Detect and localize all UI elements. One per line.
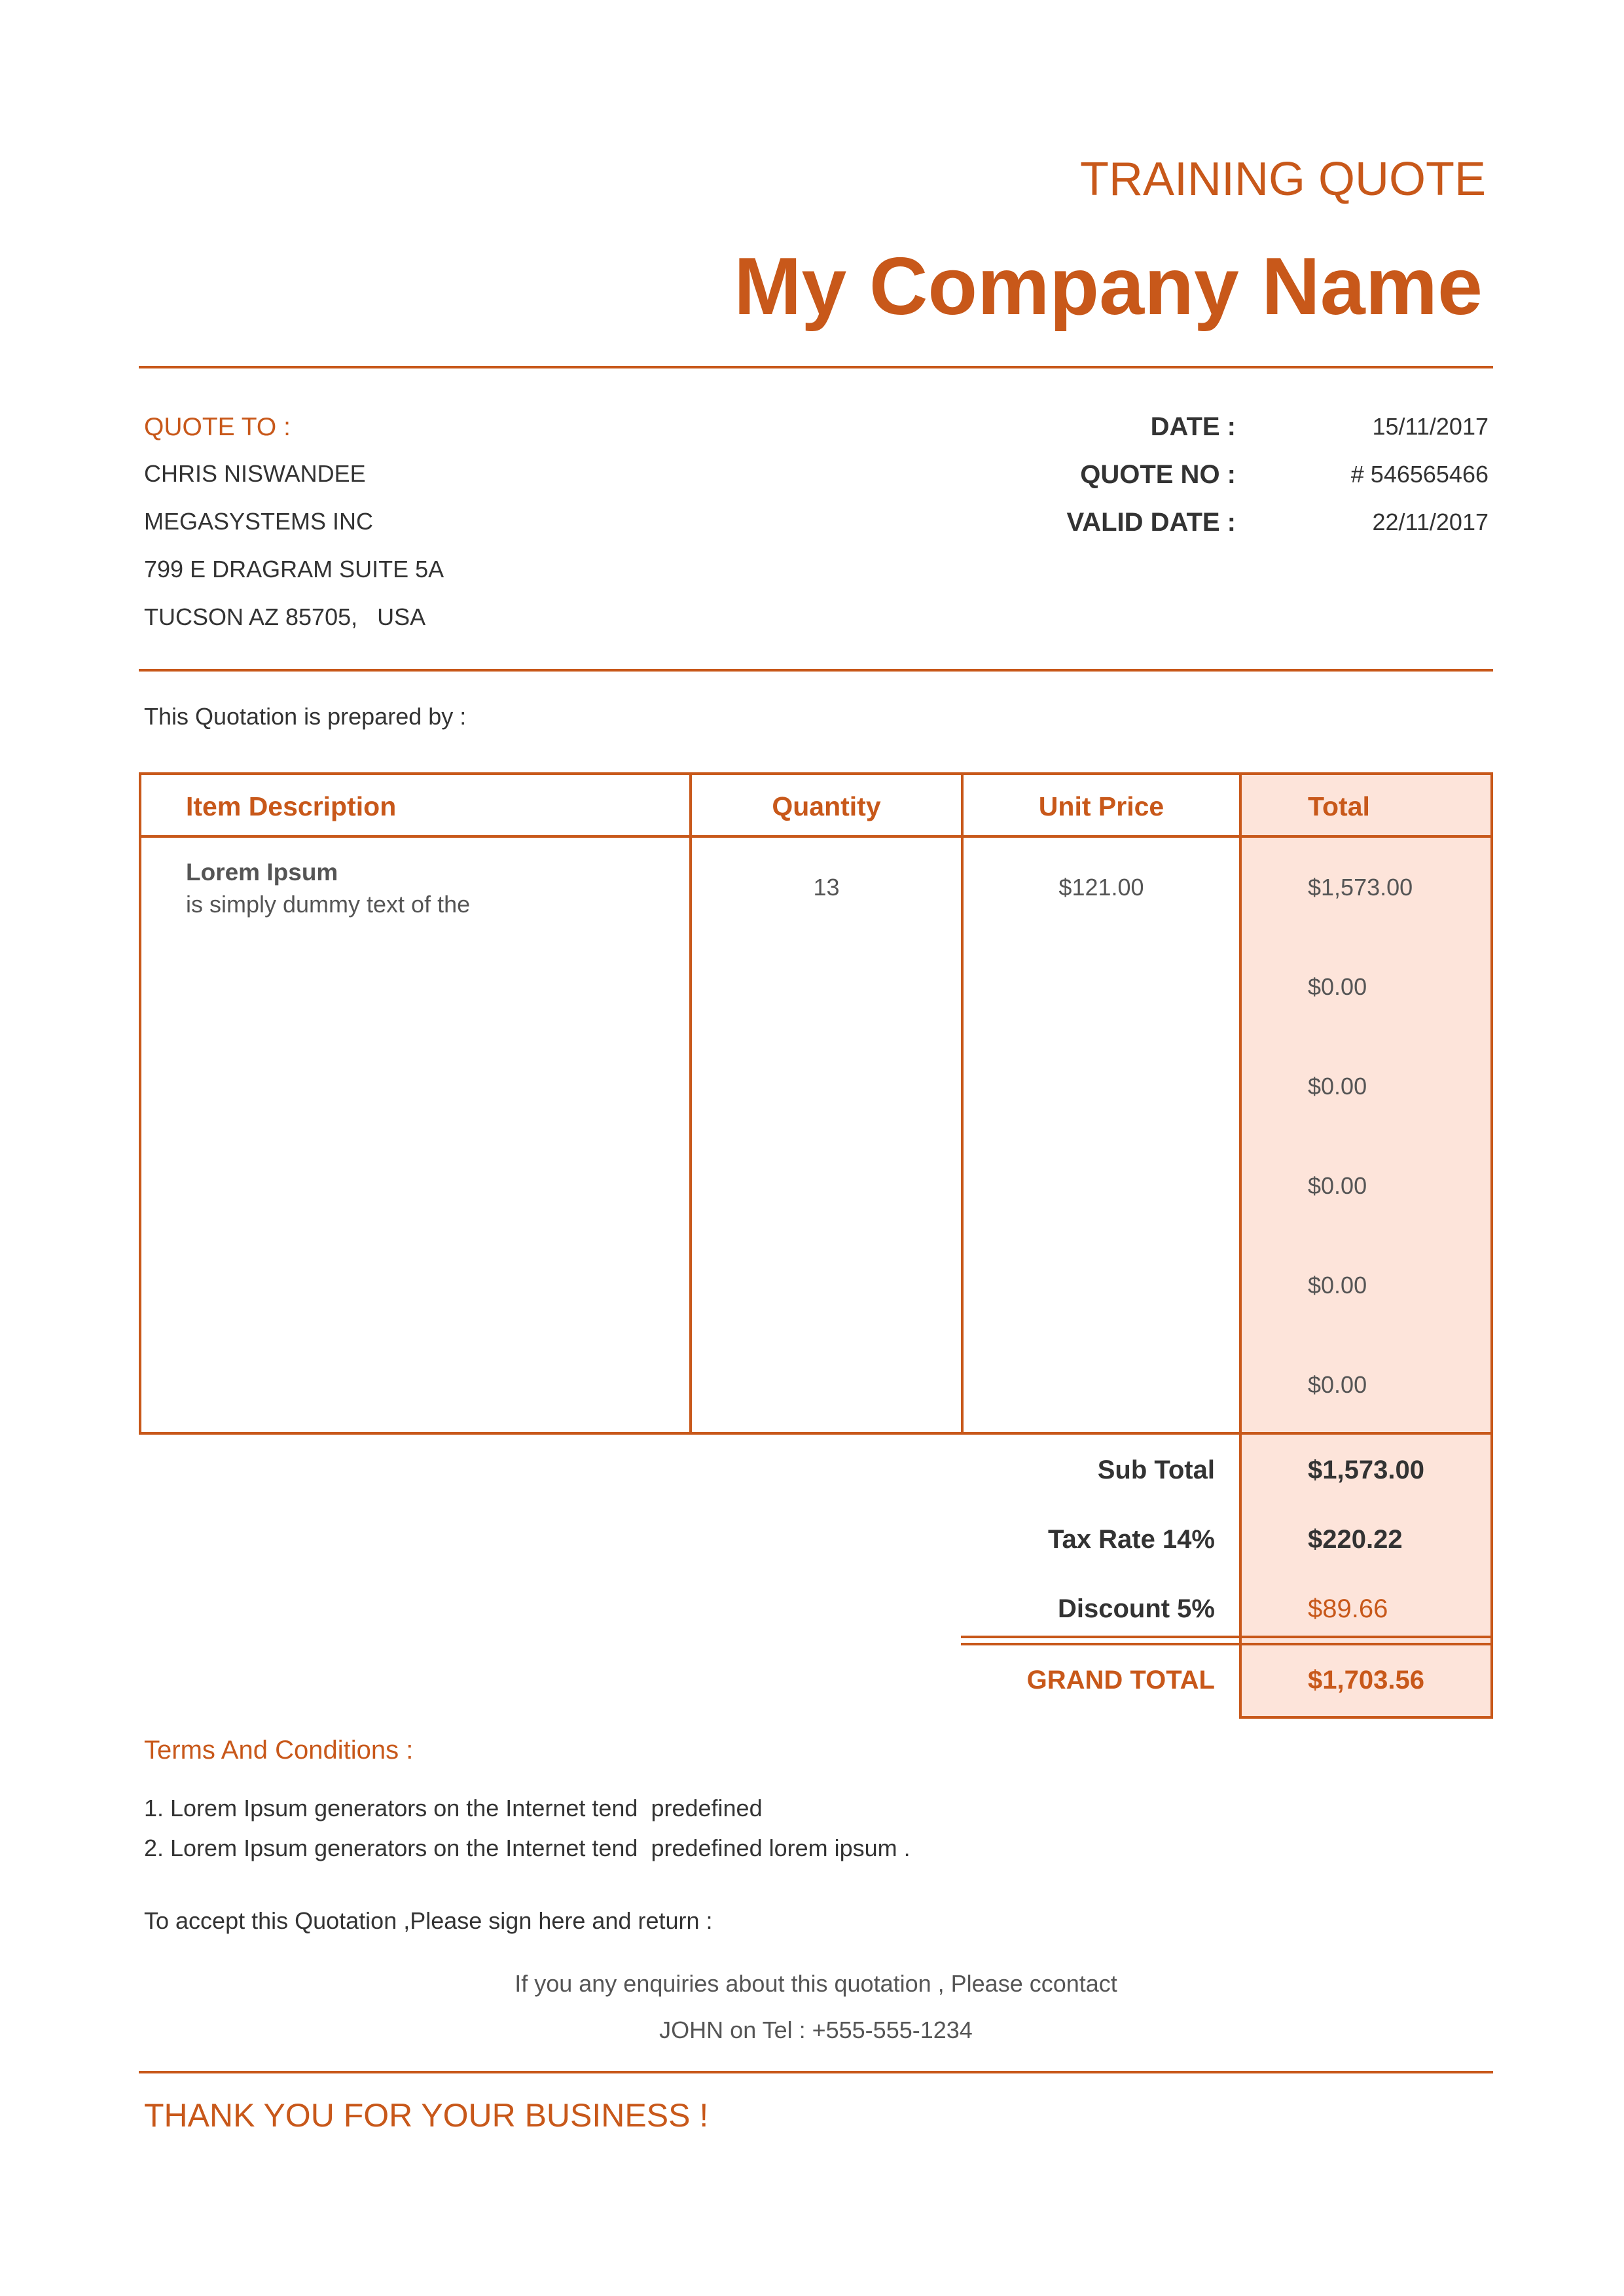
date-value: 15/11/2017 bbox=[1372, 413, 1489, 440]
item-quantity: 13 bbox=[813, 874, 840, 901]
grand-total-value: $1,703.56 bbox=[1308, 1666, 1424, 1695]
item-title: Lorem Ipsum bbox=[186, 859, 338, 886]
tax-value: $220.22 bbox=[1308, 1525, 1403, 1554]
discount-label: Discount 5% bbox=[1057, 1594, 1215, 1623]
row-total-6: $0.00 bbox=[1308, 1371, 1367, 1398]
header-item-description: Item Description bbox=[186, 791, 397, 821]
quote-to-label: QUOTE TO : bbox=[144, 413, 291, 441]
col-divider-3 bbox=[1239, 772, 1242, 1719]
accept-text: To accept this Quotation ,Please sign here and return : bbox=[144, 1907, 713, 1934]
header-unit-price: Unit Price bbox=[1038, 791, 1164, 821]
row-total-1: $1,573.00 bbox=[1308, 874, 1413, 901]
row-total-4: $0.00 bbox=[1308, 1172, 1367, 1199]
client-name: CHRIS NISWANDEE bbox=[144, 460, 366, 487]
terms-title: Terms And Conditions : bbox=[144, 1736, 414, 1765]
document-title: TRAINING QUOTE bbox=[1079, 153, 1486, 206]
company-name: My Company Name bbox=[734, 242, 1483, 332]
grand-total-rule-2 bbox=[961, 1643, 1493, 1645]
row-total-3: $0.00 bbox=[1308, 1073, 1367, 1100]
valid-date-label: VALID DATE : bbox=[1066, 508, 1236, 537]
prepared-by-text: This Quotation is prepared by : bbox=[144, 703, 467, 730]
footer-divider bbox=[139, 2071, 1493, 2073]
date-label: DATE : bbox=[1150, 412, 1236, 441]
col-divider-2 bbox=[961, 772, 964, 1435]
subtotal-label: Sub Total bbox=[1097, 1456, 1215, 1484]
header-total: Total bbox=[1308, 791, 1370, 821]
contact-line-2: JOHN on Tel : +555-555-1234 bbox=[659, 2017, 973, 2043]
terms-item-2: 2. Lorem Ipsum generators on the Internet tend predefined lorem ipsum . bbox=[144, 1835, 911, 1861]
terms-item-1: 1. Lorem Ipsum generators on the Internet tend predefined bbox=[144, 1795, 763, 1821]
row-total-2: $0.00 bbox=[1308, 973, 1367, 1000]
items-table bbox=[139, 772, 1493, 1435]
quote-no-label: QUOTE NO : bbox=[1080, 460, 1236, 489]
discount-value: $89.66 bbox=[1308, 1594, 1388, 1623]
valid-date-value: 22/11/2017 bbox=[1372, 509, 1489, 535]
table-header-divider bbox=[139, 835, 1493, 838]
address-divider bbox=[139, 669, 1493, 672]
item-unit-price: $121.00 bbox=[1058, 874, 1144, 901]
header-quantity: Quantity bbox=[772, 791, 881, 821]
summary-right-border bbox=[1490, 1435, 1493, 1719]
subtotal-value: $1,573.00 bbox=[1308, 1456, 1424, 1484]
grand-total-rule-1 bbox=[961, 1636, 1493, 1638]
row-total-5: $0.00 bbox=[1308, 1272, 1367, 1299]
contact-line-1: If you any enquiries about this quotation , Please ccontact bbox=[514, 1970, 1117, 1997]
client-street: 799 E DRAGRAM SUITE 5A bbox=[144, 556, 444, 583]
thank-you-message: THANK YOU FOR YOUR BUSINESS ! bbox=[144, 2097, 709, 2134]
quote-no-value: # 546565466 bbox=[1350, 461, 1489, 488]
grand-total-label: GRAND TOTAL bbox=[1026, 1666, 1215, 1695]
summary-bottom-border bbox=[1239, 1716, 1493, 1719]
client-city: TUCSON AZ 85705, USA bbox=[144, 603, 426, 630]
header-divider bbox=[139, 366, 1493, 368]
client-company: MEGASYSTEMS INC bbox=[144, 508, 374, 535]
col-divider-1 bbox=[689, 772, 692, 1435]
tax-label: Tax Rate 14% bbox=[1048, 1525, 1215, 1554]
item-subtitle: is simply dummy text of the bbox=[186, 891, 471, 918]
